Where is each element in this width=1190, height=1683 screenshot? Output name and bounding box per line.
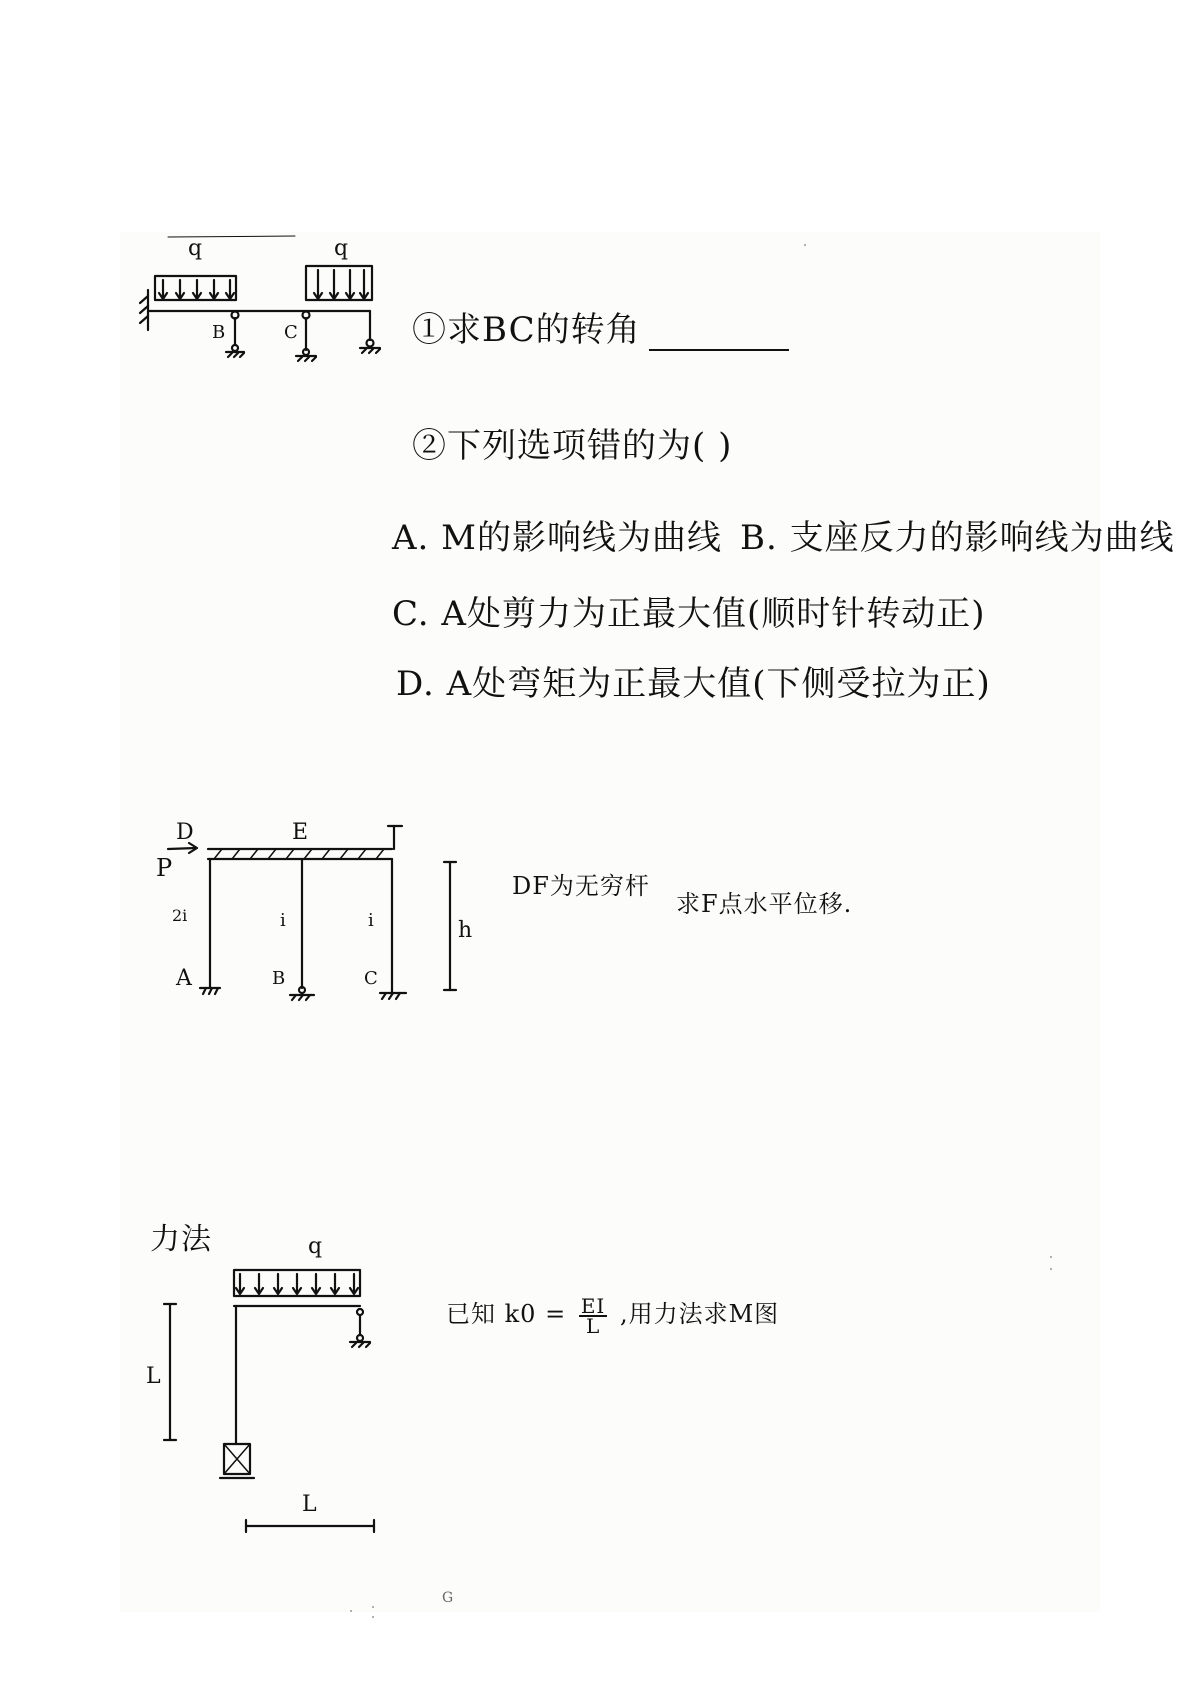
footer-mark: G	[442, 1590, 454, 1606]
speck	[1050, 1256, 1052, 1258]
dimension-label-vertical: L	[146, 1364, 161, 1389]
speck	[1050, 1268, 1052, 1270]
fraction-denominator: L	[585, 1313, 601, 1338]
speck	[804, 244, 806, 246]
option-d: D. A处弯矩为正最大值(下侧受拉为正)	[396, 664, 991, 704]
load-label-q: q	[308, 1234, 323, 1259]
node-label-c: C	[364, 968, 378, 989]
stiffness-label-i-right: i	[368, 910, 374, 931]
speck	[350, 1610, 352, 1612]
support-label-c: C	[284, 322, 298, 343]
speck	[372, 1606, 374, 1608]
problem-2-note: DF为无穷杆	[512, 872, 650, 900]
load-label-q-left: q	[188, 236, 203, 261]
node-label-d: D	[176, 820, 194, 845]
speck	[372, 1616, 374, 1618]
fraction-numerator: EI	[580, 1293, 606, 1318]
problem-3-title: 力法	[150, 1222, 212, 1257]
option-a: A. M的影响线为曲线	[392, 518, 722, 558]
fraction-ei-over-l	[579, 1293, 608, 1338]
question-1	[412, 302, 789, 351]
load-label-q-right: q	[334, 236, 349, 261]
answer-blank	[649, 329, 789, 351]
node-label-a: A	[176, 966, 192, 991]
node-label-e: E	[292, 820, 309, 845]
question-3-suffix: ,用力法求M图	[619, 1300, 780, 1328]
option-c: C. A处剪力为正最大值(顺时针转动正)	[392, 594, 986, 634]
frame-diagram-2	[168, 826, 456, 1000]
question-1-text: ①求BC的转角	[412, 310, 641, 350]
frame-diagram-3	[164, 1270, 374, 1532]
question-2: ②下列选项错的为( )	[412, 426, 733, 466]
dimension-label-horizontal: L	[302, 1492, 317, 1517]
height-label-h: h	[458, 918, 473, 943]
problem-3-question	[446, 1293, 780, 1338]
support-label-b: B	[212, 322, 226, 343]
stiffness-label-2i: 2i	[172, 906, 188, 925]
option-b: B. 支座反力的影响线为曲线	[740, 518, 1175, 558]
problem-2-question: 求F点水平位移.	[676, 890, 853, 918]
question-3-prefix: 已知 k0 =	[446, 1300, 567, 1328]
stiffness-label-i-mid: i	[280, 910, 286, 931]
node-label-b: B	[272, 968, 286, 989]
load-label-p: P	[156, 854, 173, 882]
